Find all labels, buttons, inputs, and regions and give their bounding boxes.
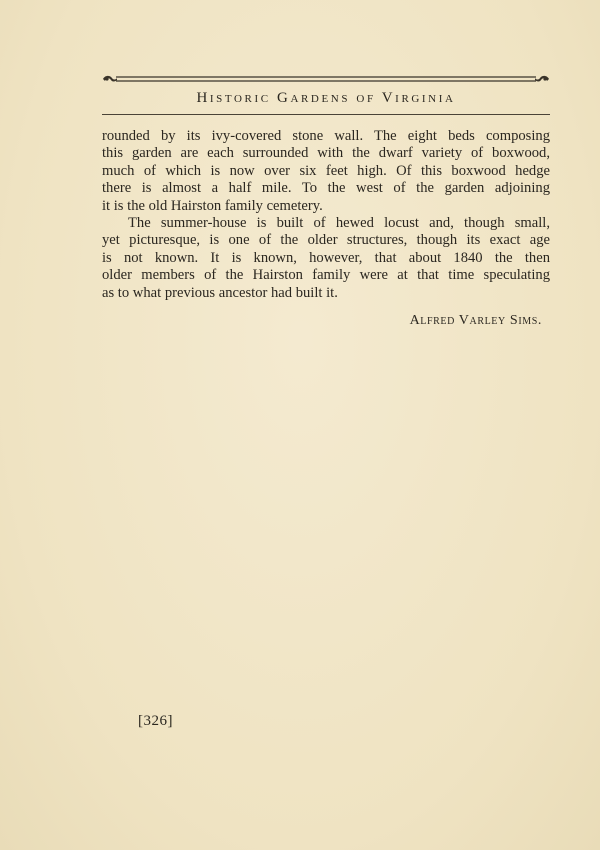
text-line: there is almost a half mile. To the west of the garden adjoining — [102, 180, 550, 197]
text-line: much of which is now over six feet high. Of this boxwood hedge — [102, 162, 550, 179]
text-line: this garden are each surrounded with the dwarf variety of boxwood, — [102, 145, 550, 162]
text-line: rounded by its ivy-covered stone wall. The eight beds composing — [102, 128, 550, 144]
body-text — [102, 128, 550, 302]
author-signature: Alfred Varley Sims. — [409, 313, 542, 328]
running-header-title: Historic Gardens of Virginia — [196, 90, 456, 106]
text-line: it is the old Hairston family cemetery. — [102, 197, 323, 214]
ornamental-header-rule — [102, 73, 550, 85]
text-line: yet picturesque, is one of the older structures, though its exact age — [102, 232, 550, 249]
page-number: [326] — [138, 713, 173, 729]
text-line: as to what previous ancestor had built it. — [102, 284, 338, 301]
text-line: is not known. It is known, however, that about 1840 the then — [102, 249, 550, 266]
header-divider — [102, 114, 550, 115]
text-line: older members of the Hairston family were at that time speculating — [102, 267, 550, 284]
text-line: The summer-house is built of hewed locust and, though small, — [128, 215, 550, 232]
